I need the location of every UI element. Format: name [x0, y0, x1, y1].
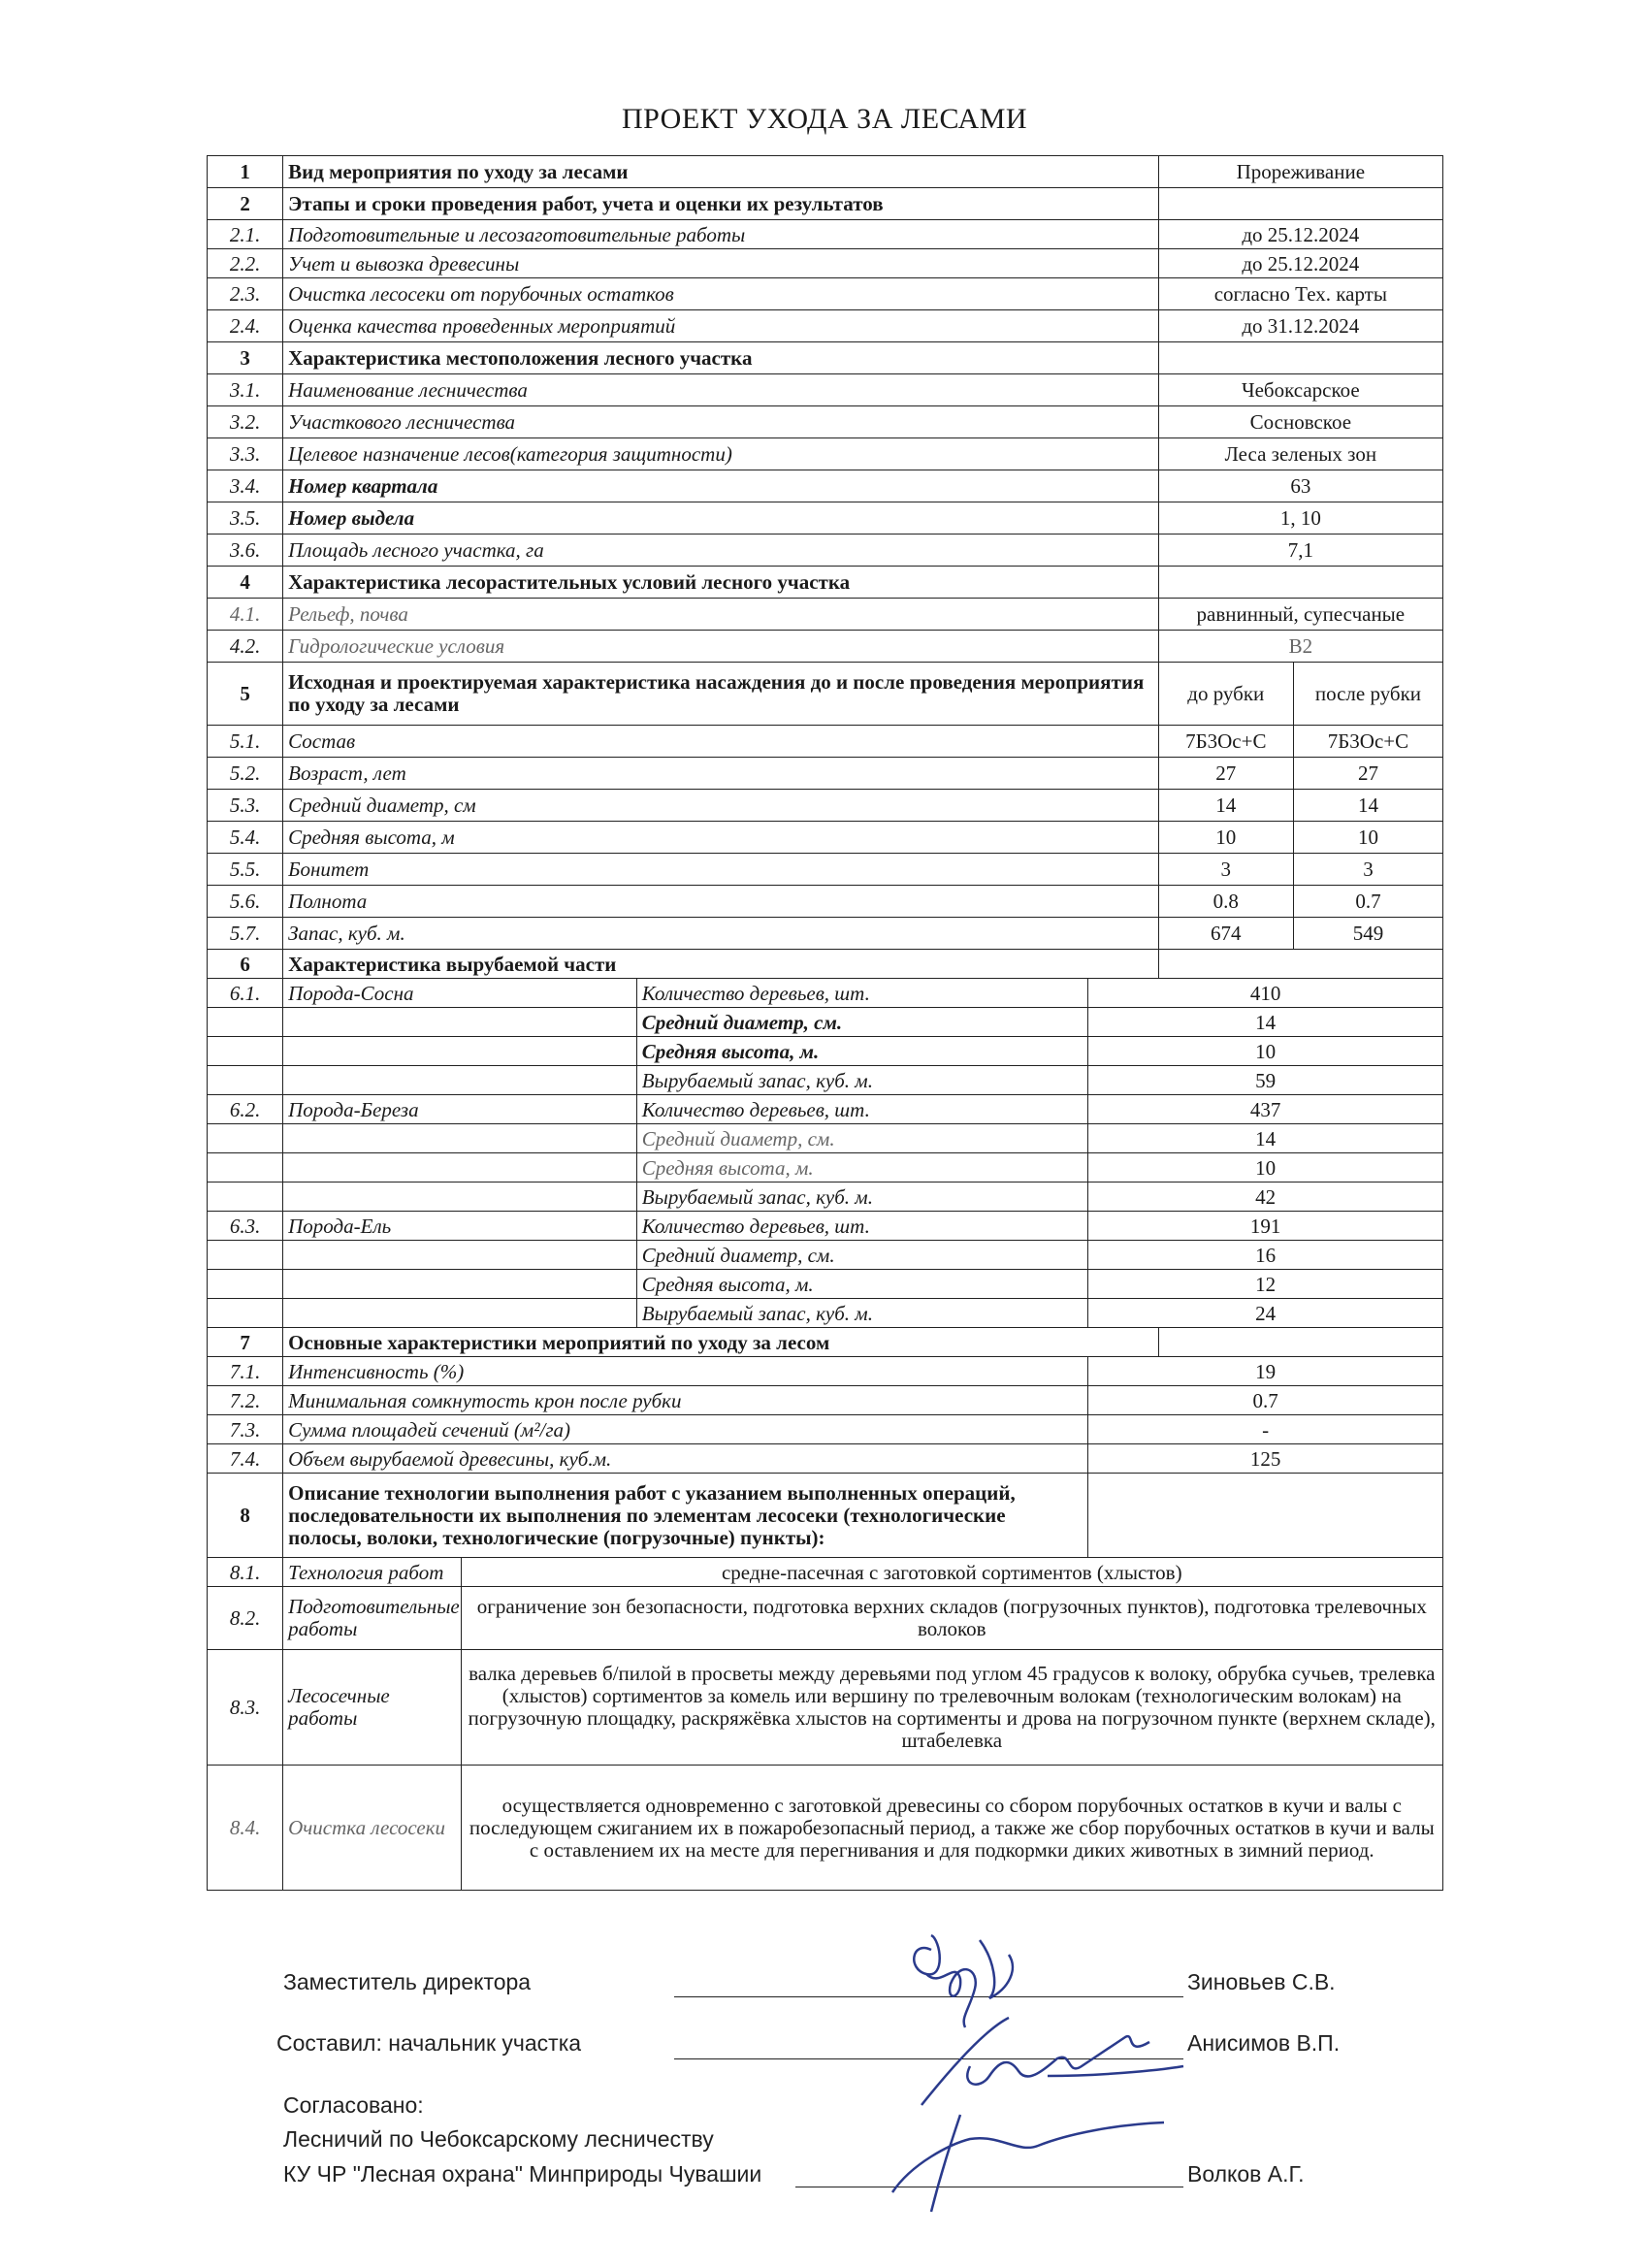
empty-cell [283, 1183, 637, 1212]
row-label: Очистка лесосеки от порубочных остатков [283, 278, 1159, 310]
row-number: 3.2. [208, 406, 283, 438]
document-title: ПРОЕКТ УХОДА ЗА ЛЕСАМИ [621, 103, 1028, 135]
row-number: 6.3. [208, 1212, 283, 1241]
row-5-6 [208, 886, 1443, 918]
empty-cell [208, 1183, 283, 1212]
row-value: до 31.12.2024 [1158, 310, 1442, 342]
species-row [208, 1299, 1443, 1328]
species-row [208, 1124, 1443, 1153]
row-value: до 25.12.2024 [1158, 220, 1442, 249]
row-3-4 [208, 470, 1443, 502]
section-heading: Характеристика лесорастительных условий лесного участка [283, 567, 1159, 599]
empty-cell [283, 1037, 637, 1066]
row-value: согласно Тех. карты [1158, 278, 1442, 310]
species-param-value: 10 [1088, 1153, 1443, 1183]
row-number: 8.1. [208, 1558, 283, 1587]
empty-cell [208, 1066, 283, 1095]
value-before: 3 [1158, 854, 1293, 886]
empty-cell [1158, 567, 1442, 599]
row-label: Номер квартала [283, 470, 1159, 502]
author-name: Анисимов В.П. [1187, 2030, 1341, 2056]
row-value: 1, 10 [1158, 502, 1442, 535]
value-before: 674 [1158, 918, 1293, 950]
value-before: 10 [1158, 822, 1293, 854]
row-number: 7.4. [208, 1444, 283, 1474]
row-label: Целевое назначение лесов(категория защитности) [283, 438, 1159, 470]
species-param-value: 59 [1088, 1066, 1443, 1095]
species-param-label: Средний диаметр, см. [636, 1008, 1087, 1037]
species-param-label: Вырубаемый запас, куб. м. [636, 1066, 1087, 1095]
value-before: 14 [1158, 790, 1293, 822]
author-role: Составил: начальник участка [276, 2030, 582, 2056]
row-number: 7 [208, 1328, 283, 1357]
row-7 [208, 1328, 1443, 1357]
section-heading: Характеристика местоположения лесного участка [283, 342, 1159, 374]
row-value: Сосновское [1158, 406, 1442, 438]
row-value: - [1088, 1415, 1443, 1444]
row-value: 63 [1158, 470, 1442, 502]
row-number: 5.4. [208, 822, 283, 854]
row-label: Технология работ [283, 1558, 461, 1587]
row-number: 5.2. [208, 758, 283, 790]
row-5-4 [208, 822, 1443, 854]
row-3 [208, 342, 1443, 374]
row-label: Бонитет [283, 854, 1159, 886]
row-number: 5.1. [208, 726, 283, 758]
empty-cell [283, 1299, 637, 1328]
row-2 [208, 188, 1443, 220]
forester-line2: КУ ЧР "Лесная охрана" Минприроды Чувашии [283, 2161, 762, 2187]
row-number: 3.3. [208, 438, 283, 470]
species-param-value: 24 [1088, 1299, 1443, 1328]
row-5-5 [208, 854, 1443, 886]
approved-label: Согласовано: [283, 2092, 424, 2118]
row-number: 7.2. [208, 1386, 283, 1415]
row-number: 3.5. [208, 502, 283, 535]
row-8-3 [208, 1650, 1443, 1766]
row-2-4 [208, 310, 1443, 342]
row-label: Оценка качества проведенных мероприятий [283, 310, 1159, 342]
row-label: Минимальная сомкнутость крон после рубки [283, 1386, 1088, 1415]
deputy-name: Зиновьев С.В. [1187, 1969, 1336, 1994]
row-number: 6.2. [208, 1095, 283, 1124]
row-label: Лесосечные работы [283, 1650, 461, 1766]
row-label: Учет и вывозка древесины [283, 249, 1159, 278]
row-2-1 [208, 220, 1443, 249]
species-row [208, 1183, 1443, 1212]
row-8-2 [208, 1587, 1443, 1650]
forester-name: Волков А.Г. [1187, 2161, 1305, 2187]
row-number: 2.1. [208, 220, 283, 249]
row-label: Участкового лесничества [283, 406, 1159, 438]
row-8-1 [208, 1558, 1443, 1587]
row-3-3 [208, 438, 1443, 470]
row-label: Средняя высота, м [283, 822, 1159, 854]
row-number: 1 [208, 156, 283, 188]
empty-cell [208, 1124, 283, 1153]
species-param-label: Средний диаметр, см. [636, 1241, 1087, 1270]
species-row [208, 1241, 1443, 1270]
row-number: 8.3. [208, 1650, 283, 1766]
species-row [208, 1037, 1443, 1066]
species-param-label: Количество деревьев, шт. [636, 1095, 1087, 1124]
value-after: 14 [1293, 790, 1442, 822]
species-row [208, 1153, 1443, 1183]
empty-cell [283, 1241, 637, 1270]
row-number: 3 [208, 342, 283, 374]
row-7-3 [208, 1415, 1443, 1444]
row-number: 2.3. [208, 278, 283, 310]
row-label: Рельеф, почва [283, 599, 1159, 631]
species-row [208, 1008, 1443, 1037]
species-param-value: 14 [1088, 1008, 1443, 1037]
species-name: Порода-Сосна [283, 979, 637, 1008]
row-number: 3.6. [208, 535, 283, 567]
row-1 [208, 156, 1443, 188]
row-value: 7,1 [1158, 535, 1442, 567]
value-after: 0.7 [1293, 886, 1442, 918]
row-8-4 [208, 1766, 1443, 1891]
species-param-label: Вырубаемый запас, куб. м. [636, 1299, 1087, 1328]
value-before: 0.8 [1158, 886, 1293, 918]
species-row [208, 1270, 1443, 1299]
value-after: 7Б3Ос+С [1293, 726, 1442, 758]
value-after: 549 [1293, 918, 1442, 950]
row-label: Полнота [283, 886, 1159, 918]
row-number: 8.2. [208, 1587, 283, 1650]
empty-cell [1158, 188, 1442, 220]
row-number: 2 [208, 188, 283, 220]
row-label: Сумма площадей сечений (м²/га) [283, 1415, 1088, 1444]
forester-signature-scrawl [873, 2105, 1183, 2221]
species-row [208, 1066, 1443, 1095]
row-3-1 [208, 374, 1443, 406]
row-label: Площадь лесного участка, га [283, 535, 1159, 567]
row-number: 5.6. [208, 886, 283, 918]
row-number: 3.4. [208, 470, 283, 502]
section-heading: Исходная и проектируемая характеристика насаждения до и после проведения мероприятия по уходу за лесами [283, 663, 1159, 726]
species-param-label: Вырубаемый запас, куб. м. [636, 1183, 1087, 1212]
row-label: Объем вырубаемой древесины, куб.м. [283, 1444, 1088, 1474]
row-2-2 [208, 249, 1443, 278]
row-value: до 25.12.2024 [1158, 249, 1442, 278]
row-3-6 [208, 535, 1443, 567]
row-value: Леса зеленых зон [1158, 438, 1442, 470]
deputy-role: Заместитель директора [283, 1969, 532, 1994]
empty-cell [1158, 342, 1442, 374]
empty-cell [283, 1153, 637, 1183]
species-param-value: 191 [1088, 1212, 1443, 1241]
row-number: 8 [208, 1474, 283, 1558]
species-row [208, 1212, 1443, 1241]
row-number: 3.1. [208, 374, 283, 406]
row-4 [208, 567, 1443, 599]
empty-cell [283, 1066, 637, 1095]
row-label: Подготовительные работы [283, 1587, 461, 1650]
row-label: Средний диаметр, см [283, 790, 1159, 822]
species-name: Порода-Береза [283, 1095, 637, 1124]
row-label: Состав [283, 726, 1159, 758]
row-label: Наименование лесничества [283, 374, 1159, 406]
empty-cell [283, 1124, 637, 1153]
row-label: Возраст, лет [283, 758, 1159, 790]
row-5-7 [208, 918, 1443, 950]
empty-cell [208, 1008, 283, 1037]
empty-cell [208, 1153, 283, 1183]
species-param-value: 12 [1088, 1270, 1443, 1299]
forest-care-table [207, 155, 1443, 1891]
row-value: ограничение зон безопасности, подготовка верхних складов (погрузочных пунктов), подготовка трелевочных волоков [461, 1587, 1442, 1650]
species-row [208, 979, 1443, 1008]
species-row [208, 1095, 1443, 1124]
empty-cell [283, 1270, 637, 1299]
row-3-5 [208, 502, 1443, 535]
row-value: равнинный, супесчаные [1158, 599, 1442, 631]
row-7-1 [208, 1357, 1443, 1386]
row-label: Очистка лесосеки [283, 1766, 461, 1891]
row-7-4 [208, 1444, 1443, 1474]
author-signature-scrawl [902, 1998, 1193, 2115]
row-5-2 [208, 758, 1443, 790]
row-value: валка деревьев б/пилой в просветы между деревьями под углом 45 градусов к волоку, обрубка сучьев, трелевка (хлыстов) сортиментов за комель или вершину по трелевочным волокам (технологическим волокам) на погрузочную площадку, раскряжёвка хлыстов на сортименты и дрова на погрузочном пункте (верхнем складе), штабелевка [461, 1650, 1442, 1766]
value-before: 27 [1158, 758, 1293, 790]
column-after-header: после рубки [1293, 663, 1442, 726]
section-heading: Описание технологии выполнения работ с указанием выполненных операций, последовательности их выполнения по элементам лесосеки (технологические полосы, волоки, технологические (погрузочные) пункты): [283, 1474, 1088, 1558]
row-number: 2.2. [208, 249, 283, 278]
species-param-label: Количество деревьев, шт. [636, 979, 1087, 1008]
row-value: 0.7 [1088, 1386, 1443, 1415]
value-before: 7Б3Ос+С [1158, 726, 1293, 758]
row-value: 19 [1088, 1357, 1443, 1386]
species-param-value: 42 [1088, 1183, 1443, 1212]
empty-cell [208, 1037, 283, 1066]
row-number: 4.1. [208, 599, 283, 631]
row-value: осуществляется одновременно с заготовкой древесины со сбором порубочных остатков в кучи и валы с последующем сжиганием их в пожаробезопасный период, а также же сбор порубочных остатков в кучи и валы с оставлением их на месте для перегнивания и для подкормки диких животных в зимний период. [461, 1766, 1442, 1891]
species-param-value: 14 [1088, 1124, 1443, 1153]
row-label: Номер выдела [283, 502, 1159, 535]
row-number: 5.7. [208, 918, 283, 950]
section-heading: Этапы и сроки проведения работ, учета и оценки их результатов [283, 188, 1159, 220]
row-number: 2.4. [208, 310, 283, 342]
empty-cell [208, 1241, 283, 1270]
row-number: 5 [208, 663, 283, 726]
row-number: 7.3. [208, 1415, 283, 1444]
empty-cell [208, 1270, 283, 1299]
empty-cell [208, 1299, 283, 1328]
column-before-header: до рубки [1158, 663, 1293, 726]
row-number: 6.1. [208, 979, 283, 1008]
row-number: 5.5. [208, 854, 283, 886]
species-param-label: Количество деревьев, шт. [636, 1212, 1087, 1241]
empty-cell [1158, 1328, 1442, 1357]
value-after: 3 [1293, 854, 1442, 886]
empty-cell [1158, 950, 1442, 979]
row-5-3 [208, 790, 1443, 822]
empty-cell [283, 1008, 637, 1037]
row-label: Подготовительные и лесозаготовительные работы [283, 220, 1159, 249]
empty-cell [1088, 1474, 1443, 1558]
row-value: 125 [1088, 1444, 1443, 1474]
value-after: 10 [1293, 822, 1442, 854]
row-value: Прореживание [1158, 156, 1442, 188]
section-heading: Основные характеристики мероприятий по уходу за лесом [283, 1328, 1159, 1357]
species-param-value: 16 [1088, 1241, 1443, 1270]
row-7-2 [208, 1386, 1443, 1415]
species-param-label: Средняя высота, м. [636, 1270, 1087, 1299]
species-param-label: Средняя высота, м. [636, 1037, 1087, 1066]
row-value: Чебоксарское [1158, 374, 1442, 406]
section-heading: Характеристика вырубаемой части [283, 950, 1159, 979]
row-8 [208, 1474, 1443, 1558]
forester-line1: Лесничий по Чебоксарскому лесничеству [283, 2126, 714, 2152]
row-value: средне-пасечная с заготовкой сортиментов (хлыстов) [461, 1558, 1442, 1587]
species-param-label: Средний диаметр, см. [636, 1124, 1087, 1153]
row-number: 4 [208, 567, 283, 599]
row-label: Вид мероприятия по уходу за лесами [283, 156, 1159, 188]
row-6 [208, 950, 1443, 979]
species-param-label: Средняя высота, м. [636, 1153, 1087, 1183]
row-4-1 [208, 599, 1443, 631]
row-4-2 [208, 631, 1443, 663]
row-number: 7.1. [208, 1357, 283, 1386]
row-label: Интенсивность (%) [283, 1357, 1088, 1386]
row-number: 5.3. [208, 790, 283, 822]
row-number: 8.4. [208, 1766, 283, 1891]
species-param-value: 10 [1088, 1037, 1443, 1066]
value-after: 27 [1293, 758, 1442, 790]
row-5-1 [208, 726, 1443, 758]
row-label: Запас, куб. м. [283, 918, 1159, 950]
row-3-2 [208, 406, 1443, 438]
row-number: 6 [208, 950, 283, 979]
row-number: 4.2. [208, 631, 283, 663]
species-param-value: 410 [1088, 979, 1443, 1008]
row-5 [208, 663, 1443, 726]
row-value: В2 [1158, 631, 1442, 663]
species-param-value: 437 [1088, 1095, 1443, 1124]
row-label: Гидрологические условия [283, 631, 1159, 663]
species-name: Порода-Ель [283, 1212, 637, 1241]
row-2-3 [208, 278, 1443, 310]
